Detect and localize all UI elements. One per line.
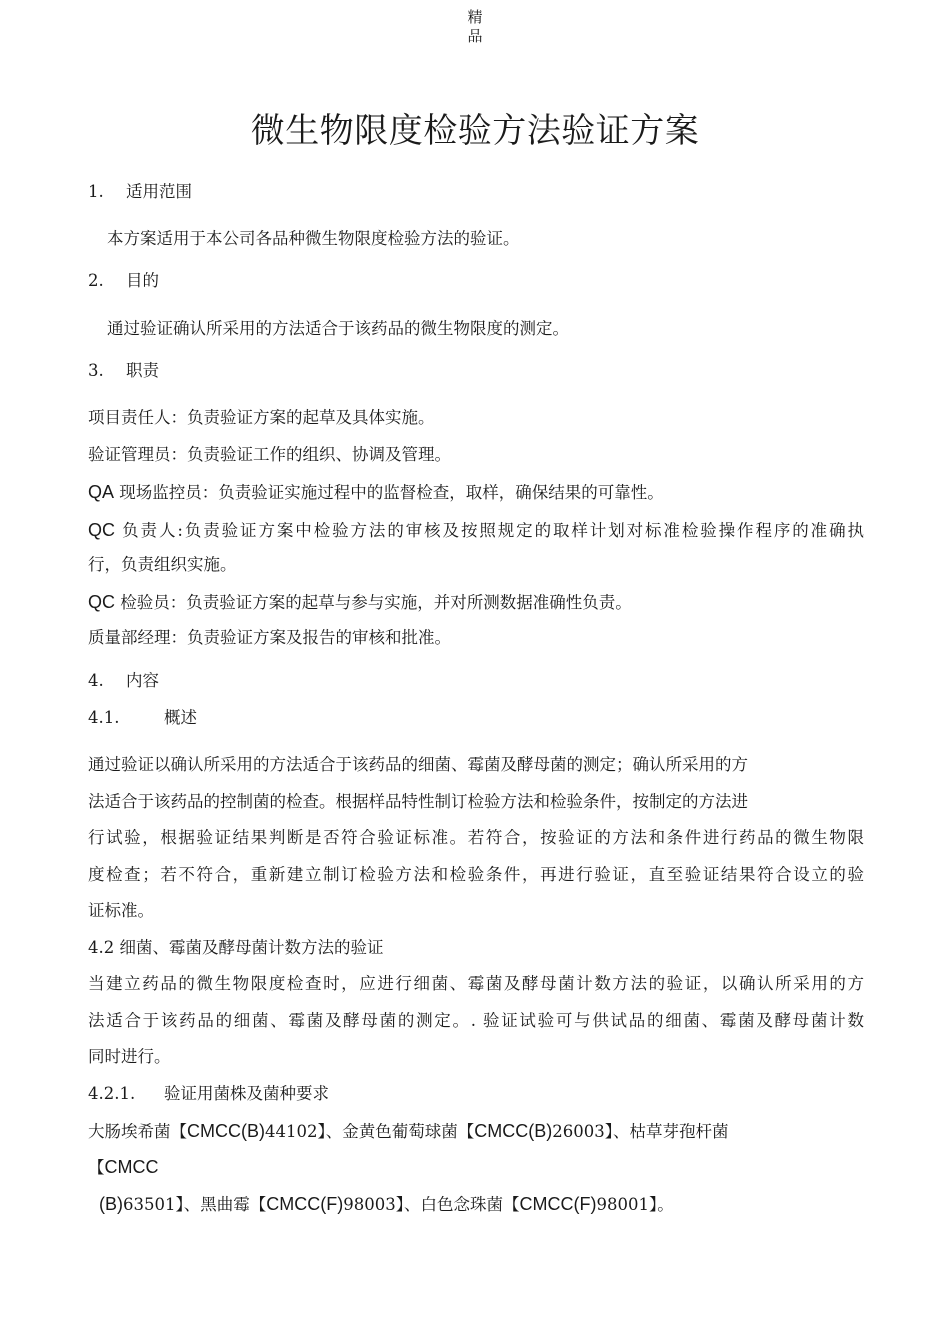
section-2-number: 2. — [88, 271, 104, 290]
section-4-title: 内容 — [126, 671, 159, 690]
document-title: 微生物限度检验方法验证方案 — [250, 111, 700, 151]
section-3-title: 职责 — [126, 361, 159, 380]
section-4-1-heading — [88, 707, 197, 729]
section-1-body: 本方案适用于本公司各品种微生物限度检验方法的验证。 — [107, 229, 520, 248]
overview-line-1: 通过验证以确认所采用的方法适合于该药品的细菌、霉菌及酵母菌的测定；确认所采用的方 — [88, 755, 748, 774]
strain-bsubtilis-code-b: (B) — [99, 1194, 123, 1214]
strain-saureus-code: CMCC(B) — [474, 1121, 553, 1141]
strain-saureus-label: 44102】、金黄色葡萄球菌【 — [265, 1122, 475, 1141]
strain-calbicans-label: 98003】、白色念珠菌【 — [343, 1195, 520, 1214]
section-4-1-number: 4.1. — [88, 708, 120, 727]
overview-line-2: 法适合于该药品的控制菌的检查。根据样品特性制订检验方法和检验条件，按制定的方法进 — [88, 792, 748, 811]
section-2-body: 通过验证确认所采用的方法适合于该药品的微生物限度的测定。 — [107, 319, 569, 338]
strain-list-line-1 — [88, 1120, 729, 1143]
section-4-2-1-heading — [88, 1083, 329, 1105]
strain-bsubtilis-label: 26003】、枯草芽孢杆菌 — [552, 1122, 729, 1141]
responsibility-validation-admin: 验证管理员：负责验证工作的组织、协调及管理。 — [88, 445, 451, 464]
strain-ecoli-code: CMCC(B) — [187, 1121, 265, 1141]
responsibility-qc-inspector — [88, 591, 632, 614]
responsibility-qa-monitor — [88, 481, 664, 504]
section-4-number: 4. — [88, 671, 104, 690]
qc-inspector-text: 检验员：负责验证方案的起草与参与实施，并对所测数据准确性负责。 — [115, 593, 632, 612]
strain-calbicans-code: CMCC(F) — [519, 1194, 597, 1214]
strain-aniger-code: CMCC(F) — [266, 1194, 344, 1214]
strain-list-line-3 — [99, 1193, 674, 1216]
strain-calbicans-number: 98001】。 — [596, 1195, 674, 1214]
qc-lead-text: 负责人:负责验证方案中检验方法的审核及按照规定的取样计划对标准检验操作程序的准确执 — [115, 521, 864, 540]
section-3-heading — [88, 360, 159, 382]
overview-line-5: 证标准。 — [88, 901, 154, 920]
section-1-title: 适用范围 — [126, 182, 192, 201]
section-1-number: 1. — [88, 182, 104, 201]
section-4-2-heading: 4.2 细菌、霉菌及酵母菌计数方法的验证 — [88, 938, 384, 957]
responsibility-qc-lead — [88, 519, 864, 542]
section-2-title: 目的 — [126, 271, 159, 290]
strain-aniger-label: 63501】、黑曲霉【 — [123, 1195, 267, 1214]
strain-list-line-2 — [88, 1156, 159, 1179]
responsibility-qc-lead-cont: 行，负责组织实施。 — [88, 555, 237, 574]
page-header-mark: 精品 — [467, 8, 483, 45]
section-4-1-title: 概述 — [164, 708, 197, 727]
section-4-2-1-title: 验证用菌株及菌种要求 — [164, 1084, 329, 1103]
qc-lead-prefix: QC — [88, 520, 115, 540]
overview-line-4: 度检查；若不符合，重新建立制订检验方法和检验条件，再进行验证，直至验证结果符合设立的验 — [88, 865, 864, 884]
section-3-number: 3. — [88, 361, 104, 380]
section-2-heading — [88, 270, 159, 292]
strain-ecoli-label: 大肠埃希菌【 — [88, 1122, 187, 1141]
strain-bracket-open: 【 — [88, 1158, 105, 1177]
responsibility-quality-manager: 质量部经理：负责验证方案及报告的审核和批准。 — [88, 628, 451, 647]
section-1-heading — [88, 181, 192, 203]
qa-prefix: QA — [88, 482, 115, 502]
qa-monitor-text: 现场监控员：负责验证实施过程中的监督检查，取样，确保结果的可靠性。 — [114, 483, 664, 502]
section-4-2-1-number: 4.2.1. — [88, 1084, 136, 1103]
count-method-line-3: 同时进行。 — [88, 1047, 171, 1066]
count-method-line-2: 法适合于该药品的细菌、霉菌及酵母菌的测定。. 验证试验可与供试品的细菌、霉菌及酵母菌计数 — [88, 1011, 864, 1030]
overview-line-3: 行试验，根据验证结果判断是否符合验证标准。若符合，按验证的方法和条件进行药品的微生物限 — [88, 828, 864, 847]
strain-bsubtilis-code: CMCC — [104, 1157, 159, 1177]
responsibility-project-lead: 项目责任人：负责验证方案的起草及具体实施。 — [88, 408, 435, 427]
section-4-heading — [88, 670, 159, 692]
qc-inspector-prefix: QC — [88, 592, 115, 612]
count-method-line-1: 当建立药品的微生物限度检查时，应进行细菌、霉菌及酵母菌计数方法的验证，以确认所采用的方 — [88, 974, 864, 993]
